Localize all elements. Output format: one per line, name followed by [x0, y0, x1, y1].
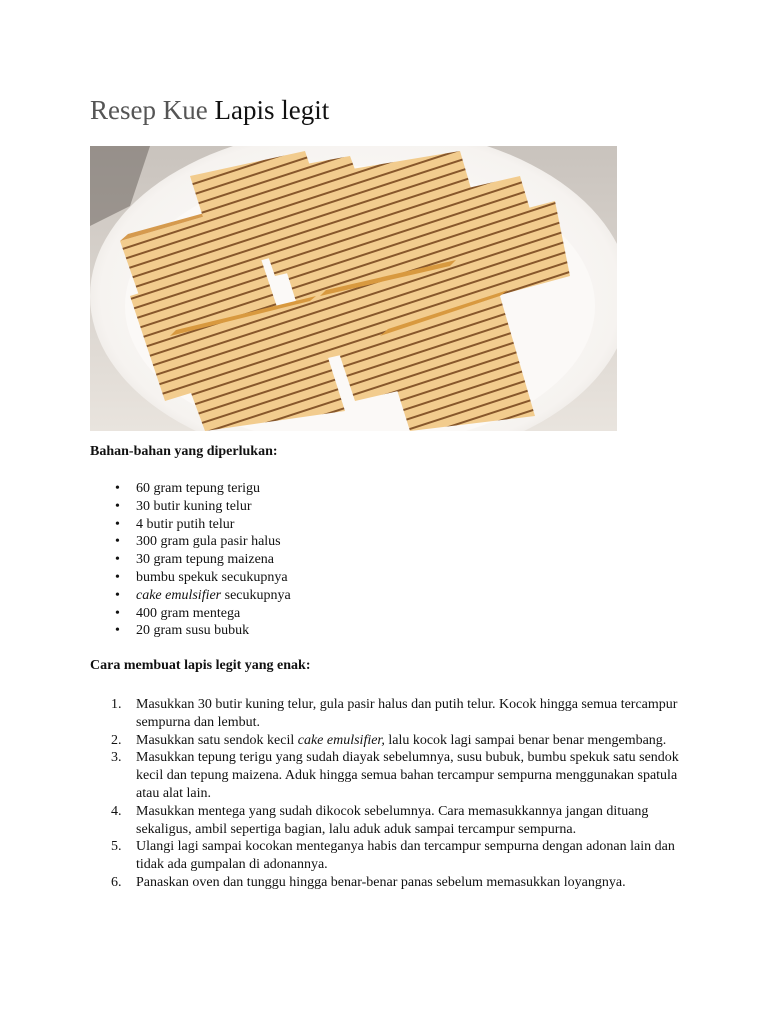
- page-title: [90, 92, 329, 128]
- steps-heading: Cara membuat lapis legit yang enak:: [90, 658, 311, 673]
- list-item: • bumbu spekuk secukupnya: [115, 569, 288, 585]
- list-item: 4. Masukkan mentega yang sudah dikocok sebelumnya. Cara memasukkannya jangan dituang sekaligus, ambil sepertiga bagian, lalu aduk aduk sampai tercampur sempurna.: [111, 803, 649, 837]
- list-item: • 300 gram gula pasir halus: [115, 534, 281, 550]
- list-item: • 30 butir kuning telur: [115, 498, 252, 514]
- bullet-icon: •: [115, 587, 120, 603]
- lapis-legit-photo: [90, 146, 617, 431]
- ingredients-heading: Bahan-bahan yang diperlukan:: [90, 444, 278, 459]
- bullet-icon: •: [115, 569, 120, 585]
- list-item: • 20 gram susu bubuk: [115, 623, 250, 639]
- list-item: 6. Panaskan oven dan tunggu hingga benar-benar panas sebelum memasukkan loyangnya.: [111, 874, 626, 890]
- ingredients-list: [90, 480, 680, 640]
- list-item: 3. Masukkan tepung terigu yang sudah diayak sebelumnya, susu bubuk, bumbu spekuk satu sendok kecil dan tepung maizena. Aduk hingga semua bahan tercampur sempurna menggunakan spatula atau alat lain.: [111, 750, 679, 801]
- bullet-icon: •: [115, 516, 120, 532]
- list-item: 2. Masukkan satu sendok kecil cake emulsifier, lalu kocok lagi sampai benar benar mengembang.: [111, 732, 667, 748]
- list-item: • cake emulsifier secukupnya: [115, 587, 291, 603]
- title-prefix: Resep Kue: [90, 95, 208, 125]
- bullet-icon: •: [115, 623, 120, 639]
- list-item: • 400 gram mentega: [115, 605, 241, 621]
- list-item: • 30 gram tepung maizena: [115, 552, 275, 568]
- list-item: • 4 butir putih telur: [115, 516, 235, 532]
- list-item: 1. Masukkan 30 butir kuning telur, gula pasir halus dan putih telur. Kocok hingga semua tercampur sempurna dan lembut.: [111, 697, 678, 730]
- title-main: Lapis legit: [214, 95, 330, 125]
- bullet-icon: •: [115, 605, 120, 621]
- bullet-icon: •: [115, 534, 120, 550]
- list-item: 5. Ulangi lagi sampai kocokan menteganya habis dan tercampur sempurna dengan adonan lain dan tidak ada gumpalan di adonannya.: [111, 839, 675, 873]
- bullet-icon: •: [115, 498, 120, 514]
- list-item: • 60 gram tepung terigu: [115, 481, 261, 496]
- bullet-icon: •: [115, 552, 120, 568]
- bullet-icon: •: [115, 481, 120, 496]
- steps-list: [90, 696, 680, 892]
